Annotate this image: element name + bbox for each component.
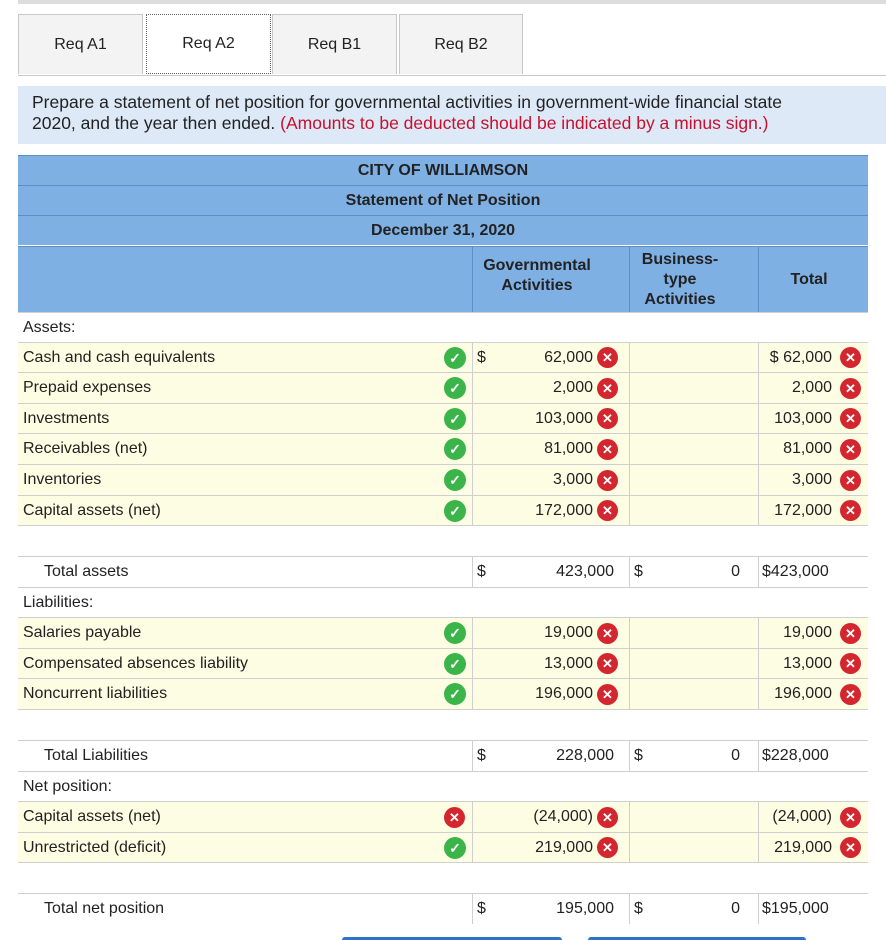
business-cell[interactable] (629, 833, 758, 862)
statement-row (18, 495, 868, 525)
business-cell (629, 557, 758, 587)
governmental-value: 219,000 (535, 838, 593, 856)
statement-date-header (18, 215, 868, 245)
total-cell (758, 465, 868, 495)
business-cell[interactable] (629, 373, 758, 403)
column-headers (18, 246, 868, 312)
tab-req-a2[interactable]: Req A2 (146, 14, 271, 74)
row-label: Total net position (44, 900, 165, 917)
statement-row (18, 862, 868, 893)
governmental-cell[interactable] (472, 618, 629, 648)
governmental-value: 172,000 (535, 501, 593, 519)
governmental-value: 3,000 (552, 471, 593, 488)
governmental-status-icon: ✕ (597, 439, 618, 460)
governmental-value: 62,000 (544, 348, 593, 366)
statement-row (18, 709, 868, 740)
total-cell (758, 833, 868, 862)
statement-row (18, 312, 868, 342)
statement-row (18, 433, 868, 464)
total-status-icon: ✕ (840, 347, 861, 368)
governmental-cell (472, 741, 629, 771)
business-dollar-sign: $ (634, 747, 643, 764)
entity-name: CITY OF WILLIAMSON (357, 161, 529, 179)
row-label: Assets: (23, 318, 76, 336)
total-value: 172,000 (774, 501, 832, 519)
governmental-status-icon: ✕ (597, 807, 618, 828)
governmental-cell[interactable] (472, 404, 629, 433)
business-cell[interactable] (629, 618, 758, 648)
governmental-cell[interactable] (472, 679, 629, 709)
total-cell (758, 649, 868, 678)
governmental-status-icon: ✕ (597, 347, 618, 368)
governmental-cell[interactable] (472, 496, 629, 525)
governmental-cell[interactable] (472, 802, 629, 832)
governmental-value: 13,000 (544, 654, 593, 672)
governmental-cell[interactable] (472, 373, 629, 403)
total-cell (758, 343, 868, 372)
instructions-panel (18, 86, 886, 144)
total-cell (758, 373, 868, 403)
row-label[interactable]: Inventories (23, 471, 102, 488)
governmental-value: 81,000 (544, 440, 593, 457)
label-status-icon: ✕ (444, 807, 465, 828)
row-label: Liabilities: (23, 593, 94, 611)
row-label[interactable]: Prepaid expenses (23, 379, 152, 396)
label-status-icon: ✓ (444, 837, 466, 859)
business-dollar-sign: $ (634, 900, 643, 917)
governmental-cell[interactable] (472, 833, 629, 862)
governmental-status-icon: ✕ (597, 500, 618, 521)
statement-row (18, 403, 868, 433)
total-status-icon: ✕ (840, 378, 861, 399)
statement-row (18, 740, 868, 771)
row-label[interactable]: Compensated absences liability (23, 654, 249, 672)
governmental-cell[interactable] (472, 434, 629, 464)
total-value: 196,000 (774, 685, 832, 702)
top-border (18, 0, 886, 4)
label-status-icon: ✓ (444, 408, 466, 430)
statement-row (18, 678, 868, 709)
total-value: 3,000 (791, 471, 832, 488)
label-status-icon: ✓ (444, 469, 466, 491)
label-status-icon: ✓ (444, 347, 466, 369)
business-cell[interactable] (629, 404, 758, 433)
label-status-icon: ✓ (444, 377, 466, 399)
total-value: 19,000 (783, 624, 832, 641)
governmental-cell (472, 557, 629, 587)
governmental-value: (24,000) (533, 808, 593, 825)
total-value: $423,000 (762, 563, 829, 580)
governmental-status-icon: ✕ (597, 837, 618, 858)
statement-row (18, 648, 868, 678)
business-cell[interactable] (629, 434, 758, 464)
governmental-cell[interactable] (472, 465, 629, 495)
row-label: Total assets (44, 563, 129, 580)
instructions-note: (Amounts to be deducted should be indicated by a minus sign.) (280, 113, 769, 133)
total-value: $ 62,000 (769, 348, 832, 366)
row-label: Total Liabilities (44, 747, 149, 764)
instructions-line-2-text: 2020, and the year then ended. (32, 113, 276, 133)
total-cell (758, 404, 868, 433)
governmental-value: 2,000 (552, 379, 593, 396)
label-status-icon: ✓ (444, 622, 466, 644)
business-cell[interactable] (629, 679, 758, 709)
governmental-value: 19,000 (544, 624, 593, 641)
label-status-icon: ✓ (444, 500, 466, 522)
row-label[interactable]: Receivables (net) (23, 440, 148, 457)
total-cell (758, 741, 868, 771)
label-status-icon: ✓ (444, 438, 466, 460)
row-label[interactable]: Salaries payable (23, 624, 142, 641)
statement-row (18, 464, 868, 495)
statement-row (18, 617, 868, 648)
tab-req-b1[interactable]: Req B1 (272, 14, 397, 74)
governmental-status-icon: ✕ (597, 684, 618, 705)
statement-row (18, 801, 868, 832)
total-value: 81,000 (783, 440, 832, 457)
statement-title-header (18, 185, 868, 215)
total-status-icon: ✕ (840, 439, 861, 460)
statement-title: Statement of Net Position (345, 191, 541, 209)
tab-underline (18, 75, 886, 76)
total-value: 219,000 (774, 838, 832, 856)
business-cell[interactable] (629, 496, 758, 525)
governmental-value: 196,000 (535, 685, 593, 702)
governmental-cell (472, 894, 629, 924)
total-cell (758, 618, 868, 648)
statement-row (18, 525, 868, 556)
governmental-dollar-sign: $ (477, 900, 486, 917)
business-cell[interactable] (629, 343, 758, 372)
governmental-status-icon: ✕ (597, 653, 618, 674)
business-cell[interactable] (629, 802, 758, 832)
total-value: $228,000 (762, 747, 829, 764)
statement-row (18, 832, 868, 862)
total-status-icon: ✕ (840, 408, 861, 429)
governmental-value: 228,000 (556, 747, 614, 764)
total-status-icon: ✕ (840, 684, 861, 705)
governmental-value: 195,000 (556, 900, 614, 917)
row-label[interactable]: Noncurrent liabilities (23, 685, 168, 702)
row-label[interactable]: Capital assets (net) (23, 808, 161, 825)
governmental-status-icon: ✕ (597, 378, 618, 399)
total-status-icon: ✕ (840, 623, 861, 644)
total-value: 2,000 (791, 379, 832, 396)
governmental-cell[interactable] (472, 649, 629, 678)
total-value: (24,000) (772, 808, 832, 825)
total-cell (758, 496, 868, 525)
instructions-line-1: Prepare a statement of net position for governmental activities in government-wide financial state (32, 92, 782, 112)
business-cell (629, 894, 758, 924)
total-value: $195,000 (762, 900, 829, 917)
governmental-status-icon: ✕ (597, 623, 618, 644)
total-value: 103,000 (774, 409, 832, 427)
total-status-icon: ✕ (840, 500, 861, 521)
total-status-icon: ✕ (840, 807, 861, 828)
total-status-icon: ✕ (840, 653, 861, 674)
total-status-icon: ✕ (840, 837, 861, 858)
row-label[interactable]: Cash and cash equivalents (23, 348, 216, 366)
governmental-cell[interactable] (472, 343, 629, 372)
instructions-line-2 (32, 113, 886, 134)
label-status-icon: ✓ (444, 683, 466, 705)
governmental-value: 103,000 (535, 409, 593, 427)
governmental-dollar-sign: $ (477, 747, 486, 764)
total-cell (758, 557, 868, 587)
row-label[interactable]: Unrestricted (deficit) (23, 838, 167, 856)
total-value: 13,000 (783, 654, 832, 672)
statement-row (18, 556, 868, 587)
statement-row (18, 893, 868, 924)
statement-row (18, 587, 868, 617)
label-status-icon: ✓ (444, 653, 466, 675)
governmental-dollar-sign: $ (477, 563, 486, 580)
business-value: 0 (731, 563, 740, 580)
tab-req-a1[interactable]: Req A1 (18, 14, 143, 74)
business-cell[interactable] (629, 649, 758, 678)
row-label[interactable]: Capital assets (net) (23, 501, 161, 519)
total-cell (758, 679, 868, 709)
statement-date: December 31, 2020 (370, 221, 516, 239)
total-cell (758, 802, 868, 832)
tab-req-b2[interactable]: Req B2 (399, 14, 523, 74)
total-status-icon: ✕ (840, 470, 861, 491)
governmental-value: 423,000 (556, 563, 614, 580)
total-cell (758, 434, 868, 464)
entity-name-header (18, 155, 868, 185)
statement-row (18, 771, 868, 801)
governmental-status-icon: ✕ (597, 408, 618, 429)
statement-row (18, 342, 868, 372)
row-label[interactable]: Investments (23, 409, 110, 427)
governmental-dollar-sign: $ (477, 348, 486, 366)
row-label: Net position: (23, 777, 112, 795)
col-governmental: Governmental Activities (483, 256, 591, 294)
business-value: 0 (731, 900, 740, 917)
col-total: Total (790, 270, 828, 288)
business-cell[interactable] (629, 465, 758, 495)
business-dollar-sign: $ (634, 563, 643, 580)
statement-row (18, 372, 868, 403)
governmental-status-icon: ✕ (597, 470, 618, 491)
total-cell (758, 894, 868, 924)
business-cell (629, 741, 758, 771)
business-value: 0 (731, 747, 740, 764)
col-business-type: Business-type Activities (641, 250, 719, 308)
